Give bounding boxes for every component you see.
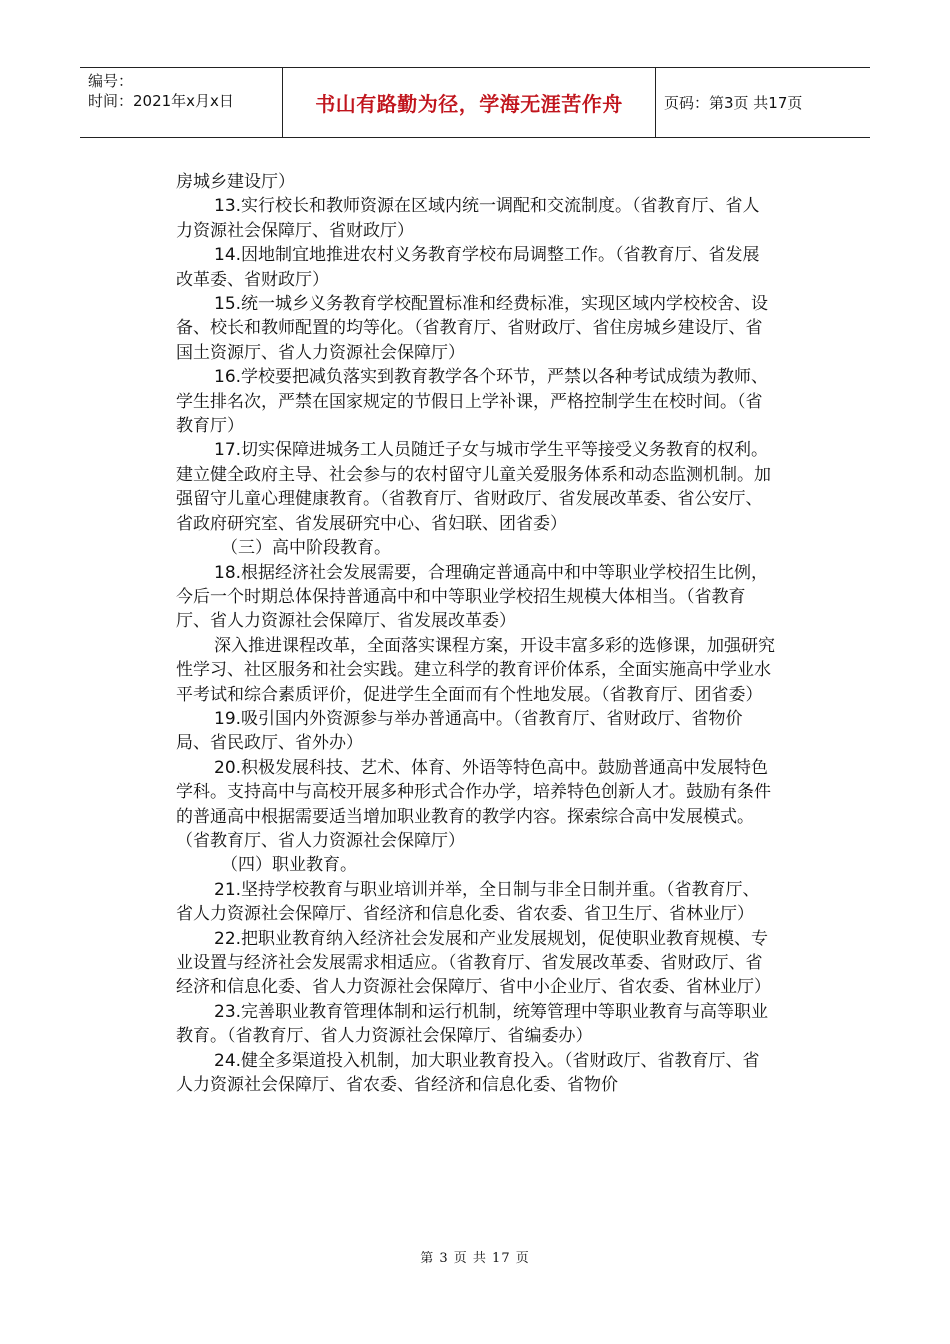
body-paragraph: 深入推进课程改革，全面落实课程方案，开设丰富多彩的选修课，加强研究性学习、社区服务和社会实践。建立科学的教育评价体系，全面实施高中学业水平考试和综合素质评价，促进学生全面而有个性地发展。（省教育厅、团省委） <box>176 635 775 705</box>
body-paragraph: 23.完善职业教育管理体制和运行机制，统筹管理中等职业教育与高等职业教育。（省教育厅、省人力资源社会保障厅、省编委办） <box>176 1001 769 1047</box>
body-paragraph: 19.吸引国内外资源参与举办普通高中。（省教育厅、省财政厅、省物价局、省民政厅、省外办） <box>176 708 743 754</box>
body-paragraph: 房城乡建设厅） <box>176 172 295 192</box>
body-paragraph: 17.切实保障进城务工人员随迁子女与城市学生平等接受义务教育的权利。建立健全政府主导、社会参与的农村留守儿童关爱服务体系和动态监测机制。加强留守儿童心理健康教育。（省教育厅、省财政厅、省发展改革委、省公安厅、省政府研究室、省发展研究中心、省妇联、团省委） <box>176 440 771 534</box>
section-heading: （三）高中阶段教育。 <box>221 538 391 559</box>
header-page-info: 页码：第3页 共17页 <box>664 94 803 112</box>
document-body <box>176 170 776 1097</box>
page-footer: 第 3 页 共 17 页 <box>420 1251 530 1266</box>
section-heading: （四）职业教育。 <box>221 855 357 876</box>
body-paragraph: 24.健全多渠道投入机制，加大职业教育投入。（省财政厅、省教育厅、省人力资源社会保障厅、省农委、省经济和信息化委、省物价 <box>176 1050 760 1096</box>
body-paragraph: 14.因地制宜地推进农村义务教育学校布局调整工作。（省教育厅、省发展改革委、省财政厅） <box>176 245 760 290</box>
body-paragraph: 16.学校要把减负落实到教育教学各个环节，严禁以各种考试成绩为教师、学生排名次，严禁在国家规定的节假日上学补课，严格控制学生在校时间。（省教育厅） <box>176 367 769 437</box>
document-number-label: 编号： <box>88 72 134 90</box>
body-paragraph: 20.积极发展科技、艺术、体育、外语等特色高中。鼓励普通高中发展特色学科。支持高中与高校开展多种形式合作办学，培养特色创新人才。鼓励有条件的普通高中根据需要适当增加职业教育的教学内容。探索综合高中发展模式。（省教育厅、省人力资源社会保障厅） <box>176 757 771 851</box>
header-motto: 书山有路勤为径，学海无涯苦作舟 <box>283 68 656 137</box>
body-paragraph: 13.实行校长和教师资源在区域内统一调配和交流制度。（省教育厅、省人力资源社会保障厅、省财政厅） <box>176 196 760 241</box>
body-paragraph: 15.统一城乡义务教育学校配置标准和经费标准，实现区域内学校校舍、设备、校长和教师配置的均等化。（省教育厅、省财政厅、省住房城乡建设厅、省国土资源厅、省人力资源社会保障厅） <box>176 294 769 363</box>
body-paragraph: 21.坚持学校教育与职业培训并举，全日制与非全日制并重。（省教育厅、省人力资源社会保障厅、省经济和信息化委、省农委、省卫生厅、省林业厅） <box>176 879 760 925</box>
body-paragraph: 22.把职业教育纳入经济社会发展和产业发展规划，促使职业教育规模、专业设置与经济社会发展需求相适应。（省教育厅、省发展改革委、省财政厅、省经济和信息化委、省人力资源社会保障厅、省中小企业厅、省农委、省林业厅） <box>176 928 771 998</box>
document-date-label: 时间：2021年x月x日 <box>88 92 234 110</box>
header-meta <box>80 68 283 137</box>
body-paragraph: 18.根据经济社会发展需要，合理确定普通高中和中等职业学校招生比例，今后一个时期总体保持普通高中和中等职业学校招生规模大体相当。（省教育厅、省人力资源社会保障厅、省发展改革委） <box>176 562 769 632</box>
page-header <box>80 67 870 138</box>
